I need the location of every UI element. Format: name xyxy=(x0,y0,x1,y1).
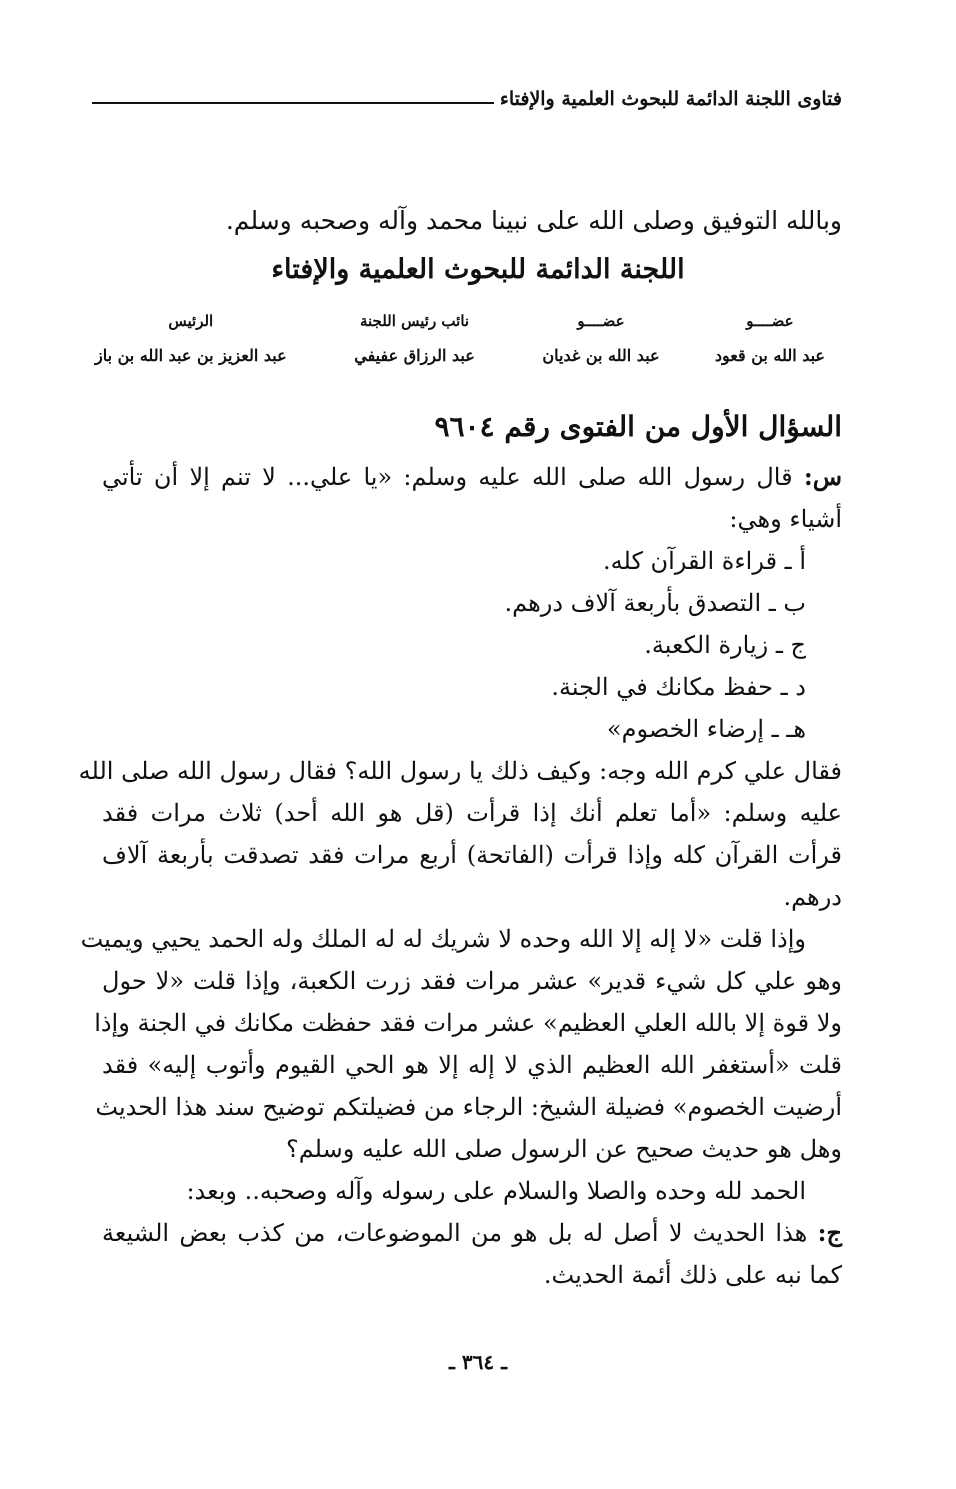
question-item: هـ ـ إرضاء الخصوم» xyxy=(606,715,806,743)
question-line xyxy=(102,456,842,498)
question-prefix: س: xyxy=(803,462,842,491)
paragraph-line: وهل هو حديث صحيح عن الرسول صلى الله عليه وسلم؟ xyxy=(285,1135,842,1163)
header-rule xyxy=(92,102,494,104)
paragraph-line: وهو علي كل شيء قدير» عشر مرات فقد زرت الكعبة، وإذا قلت «لا حول xyxy=(102,967,842,995)
paragraph-line: قلت «أستغفر الله العظيم الذي لا إله إلا هو الحي القيوم وأتوب إليه» فقد xyxy=(102,1051,842,1079)
signatory xyxy=(542,312,659,365)
answer-text: هذا الحديث لا أصل له بل هو من الموضوعات، من كذب بعض الشيعة xyxy=(102,1219,808,1247)
signatory-name: عبد الرزاق عفيفي xyxy=(354,346,475,365)
answer-prefix: ج: xyxy=(817,1218,842,1247)
signatory-role: الرئيس xyxy=(168,312,214,330)
paragraph-line: ولا قوة إلا بالله العلي العظيم» عشر مرات فقد حفظت مكانك في الجنة وإذا xyxy=(94,1009,842,1037)
signatory-name: عبد الله بن غديان xyxy=(542,346,660,365)
question-item: أ ـ قراءة القرآن كله. xyxy=(603,547,806,575)
paragraph-line: فقال علي كرم الله وجه: وكيف ذلك يا رسول الله؟ فقال رسول الله صلى الله xyxy=(78,757,842,785)
running-header xyxy=(92,88,842,110)
signatory xyxy=(715,312,825,365)
answer-line: كما نبه على ذلك أئمة الحديث. xyxy=(543,1261,842,1289)
signatory-role: عضــــو xyxy=(746,312,794,330)
answer-intro: الحمد لله وحده والصلا والسلام على رسوله وآله وصحبه.. وبعد: xyxy=(186,1177,806,1205)
question-item: ب ـ التصدق بأربعة آلاف درهم. xyxy=(504,589,806,617)
question-item: د ـ حفظ مكانك في الجنة. xyxy=(551,673,806,701)
signatory xyxy=(342,312,487,365)
paragraph-line: وإذا قلت «لا إله إلا الله وحده لا شريك له له الملك وله الحمد يحيي ويميت xyxy=(80,925,806,953)
paragraph-line: أرضيت الخصوم» فضيلة الشيخ: الرجاء من فضيلتكم توضيح سند هذا الحديث xyxy=(95,1093,842,1121)
paragraph-line: عليه وسلم: «أما تعلم أنك إذا قرأت (قل هو الله أحد) ثلاث مرات فقد xyxy=(102,799,842,827)
signatory xyxy=(95,312,287,365)
question-title: السؤال الأول من الفتوى رقم ٩٦٠٤ xyxy=(434,410,842,443)
signatories xyxy=(95,312,825,365)
paragraph-line: درهم. xyxy=(783,883,842,911)
question-block xyxy=(78,456,842,1296)
question-item: ج ـ زيارة الكعبة. xyxy=(644,631,806,659)
running-header-title: فتاوى اللجنة الدائمة للبحوث العلمية والإفتاء xyxy=(499,88,842,110)
signatory-role: نائب رئيس اللجنة xyxy=(359,312,470,330)
signatory-role: عضــــو xyxy=(577,312,625,330)
question-line: أشياء وهي: xyxy=(729,505,842,533)
question-text: قال رسول الله صلى الله عليه وسلم: «يا علي... لا تنم إلا أن تأتي xyxy=(102,463,793,491)
page-number: ـ ٣٦٤ ـ xyxy=(449,1350,507,1374)
answer-line xyxy=(102,1212,842,1254)
signatory-name: عبد الله بن قعود xyxy=(714,346,825,365)
signatory-name: عبد العزيز بن عبد الله بن باز xyxy=(95,346,287,365)
committee-name: اللجنة الدائمة للبحوث العلمية والإفتاء xyxy=(271,254,685,285)
paragraph-line: قرأت القرآن كله وإذا قرأت (الفاتحة) أربع مرات فقد تصدقت بأربعة آلاف xyxy=(102,841,842,869)
closing-line: وبالله التوفيق وصلى الله على نبينا محمد وآله وصحبه وسلم. xyxy=(225,206,842,235)
